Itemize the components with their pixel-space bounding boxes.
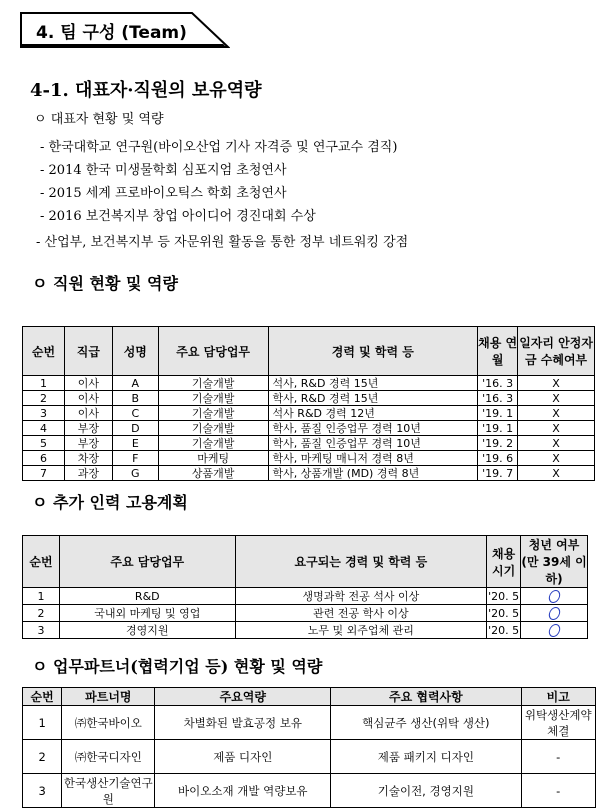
hiring-table [22, 535, 588, 639]
table-row [23, 391, 595, 406]
table-cell: 노무 및 외주업체 관리 [235, 622, 486, 639]
table-cell: 이사 [64, 391, 112, 406]
circle-mark-icon [547, 590, 561, 603]
table-row [23, 774, 596, 808]
table-cell: D [112, 421, 158, 436]
table-row [23, 421, 595, 436]
table-cell: 바이오소재 개발 역량보유 [155, 774, 331, 808]
table-cell: 5 [23, 436, 65, 451]
table-cell: '20. 5 [488, 623, 520, 637]
table-row [23, 451, 595, 466]
table-row [23, 622, 588, 639]
staff-title: ㅇ 직원 현황 및 역량 [32, 274, 178, 293]
table-cell: 국내외 마케팅 및 영업 [59, 605, 235, 622]
table-cell: 석사, R&D 경력 15년 [268, 376, 478, 391]
table-cell: 기술이전, 경영지원 [331, 774, 521, 808]
table-cell: 이사 [64, 376, 112, 391]
table-cell: 학사, 품질 인증업무 경력 10년 [268, 421, 478, 436]
table-cell: '19. 2 [478, 436, 518, 451]
table-cell: '19. 1 [478, 406, 518, 421]
col-header: 청년 여부 (만 39세 이하) [521, 536, 588, 588]
table-cell: 1 [23, 706, 62, 740]
table-cell: 제품 디자인 [155, 740, 331, 774]
table-cell: 과장 [64, 466, 112, 481]
table-cell: X [518, 451, 595, 466]
table-cell: ㈜한국바이오 [62, 706, 155, 740]
table-row [23, 740, 596, 774]
table-cell: 석사 R&D 경력 12년 [268, 406, 478, 421]
col-header: 주요 담당업무 [59, 536, 235, 588]
table-cell: 학사, R&D 경력 15년 [268, 391, 478, 406]
table-cell: 3 [23, 622, 60, 639]
col-header: 일자리 안정자금 수혜여부 [518, 327, 595, 376]
col-header: 성명 [112, 327, 158, 376]
table-cell: 2 [23, 605, 60, 622]
col-header: 채용 시기 [487, 536, 521, 588]
rep-item: - 2015 세계 프로바이오틱스 학회 초청연사 [40, 186, 287, 201]
page-heading: 4-1. 대표자·직원의 보유역량 [30, 80, 262, 101]
table-cell: 관련 전공 학사 이상 [235, 605, 486, 622]
table-cell [521, 605, 588, 622]
table-cell [521, 588, 588, 605]
table-cell: 제품 패키지 디자인 [331, 740, 521, 774]
table-cell: 한국생산기술연구원 [62, 774, 155, 808]
table-cell: 1 [23, 588, 60, 605]
table-cell: X [518, 391, 595, 406]
table-cell: '16. 3 [478, 376, 518, 391]
table-cell: '19. 6 [478, 451, 518, 466]
table-cell: - [521, 740, 596, 774]
partners-table [22, 687, 596, 808]
table-cell: F [112, 451, 158, 466]
section-title: 4. 팀 구성 (Team) [36, 23, 187, 43]
table-cell: 3 [23, 774, 62, 808]
col-header: 비고 [521, 688, 596, 706]
rep-label: ㅇ 대표자 현황 및 역량 [34, 112, 164, 127]
table-cell: X [518, 436, 595, 451]
col-header: 요구되는 경력 및 학력 등 [235, 536, 486, 588]
rep-item: - 2014 한국 미생물학회 심포지엄 초청연사 [40, 163, 287, 178]
table-cell: 기술개발 [158, 406, 268, 421]
table-cell: 3 [23, 406, 65, 421]
table-cell: G [112, 466, 158, 481]
table-cell: 기술개발 [158, 421, 268, 436]
col-header: 채용 연월 [478, 327, 518, 376]
table-cell: '20. 5 [488, 606, 520, 620]
table-cell: 6 [23, 451, 65, 466]
table-cell: ㈜한국디자인 [62, 740, 155, 774]
table-cell: 2 [23, 391, 65, 406]
table-cell: '20. 5 [488, 589, 520, 603]
rep-item: - 한국대학교 연구원(바이오산업 기사 자격증 및 연구교수 겸직) [40, 140, 398, 155]
hiring-title: ㅇ 추가 인력 고용계획 [32, 493, 188, 512]
col-header: 순번 [23, 327, 65, 376]
table-row [23, 706, 596, 740]
table-cell: 7 [23, 466, 65, 481]
table-cell: 1 [23, 376, 65, 391]
col-header: 순번 [23, 536, 60, 588]
table-cell: 학사, 품질 인증업무 경력 10년 [268, 436, 478, 451]
partners-title: ㅇ 업무파트너(협력기업 등) 현황 및 역량 [32, 657, 323, 676]
table-cell: 생명과학 전공 석사 이상 [235, 588, 486, 605]
table-cell: 이사 [64, 406, 112, 421]
table-cell: 차별화된 발효공정 보유 [155, 706, 331, 740]
table-cell: 학사, 상품개발 (MD) 경력 8년 [268, 466, 478, 481]
table-cell: X [518, 406, 595, 421]
table-row [23, 376, 595, 391]
table-cell: X [518, 376, 595, 391]
col-header: 주요역량 [155, 688, 331, 706]
col-header: 직급 [64, 327, 112, 376]
table-cell: 기술개발 [158, 436, 268, 451]
table-cell: - [521, 774, 596, 808]
table-cell: E [112, 436, 158, 451]
table-cell: R&D [59, 588, 235, 605]
table-cell: 2 [23, 740, 62, 774]
table-cell: 부장 [64, 436, 112, 451]
table-cell: X [518, 421, 595, 436]
table-cell: B [112, 391, 158, 406]
table-row [23, 406, 595, 421]
col-header: 주요 협력사항 [331, 688, 521, 706]
circle-mark-icon [547, 607, 561, 620]
table-cell: 기술개발 [158, 376, 268, 391]
table-cell: '19. 7 [478, 466, 518, 481]
table-row [23, 605, 588, 622]
col-header: 파트너명 [62, 688, 155, 706]
table-row [23, 436, 595, 451]
circle-mark-icon [547, 624, 561, 637]
table-cell: 위탁생산계약 체결 [521, 706, 596, 740]
table-cell: 핵심균주 생산(위탁 생산) [331, 706, 521, 740]
staff-table [22, 326, 595, 481]
table-cell: C [112, 406, 158, 421]
table-cell: 기술개발 [158, 391, 268, 406]
rep-item: - 2016 보건복지부 창업 아이디어 경진대회 수상 [40, 209, 316, 224]
table-cell: 경영지원 [59, 622, 235, 639]
table-row [23, 588, 588, 605]
table-cell: A [112, 376, 158, 391]
rep-item: - 산업부, 보건복지부 등 자문위원 활동을 통한 정부 네트워킹 강점 [36, 235, 409, 250]
table-row [23, 466, 595, 481]
table-cell: X [518, 466, 595, 481]
table-cell [521, 622, 588, 639]
table-cell: 마케팅 [158, 451, 268, 466]
col-header: 경력 및 학력 등 [268, 327, 478, 376]
table-cell: '19. 1 [478, 421, 518, 436]
table-cell: 4 [23, 421, 65, 436]
table-cell: 차장 [64, 451, 112, 466]
table-cell: 부장 [64, 421, 112, 436]
col-header: 순번 [23, 688, 62, 706]
table-cell: 상품개발 [158, 466, 268, 481]
table-cell: '16. 3 [478, 391, 518, 406]
col-header: 주요 담당업무 [158, 327, 268, 376]
table-cell: 학사, 마케팅 매니저 경력 8년 [268, 451, 478, 466]
